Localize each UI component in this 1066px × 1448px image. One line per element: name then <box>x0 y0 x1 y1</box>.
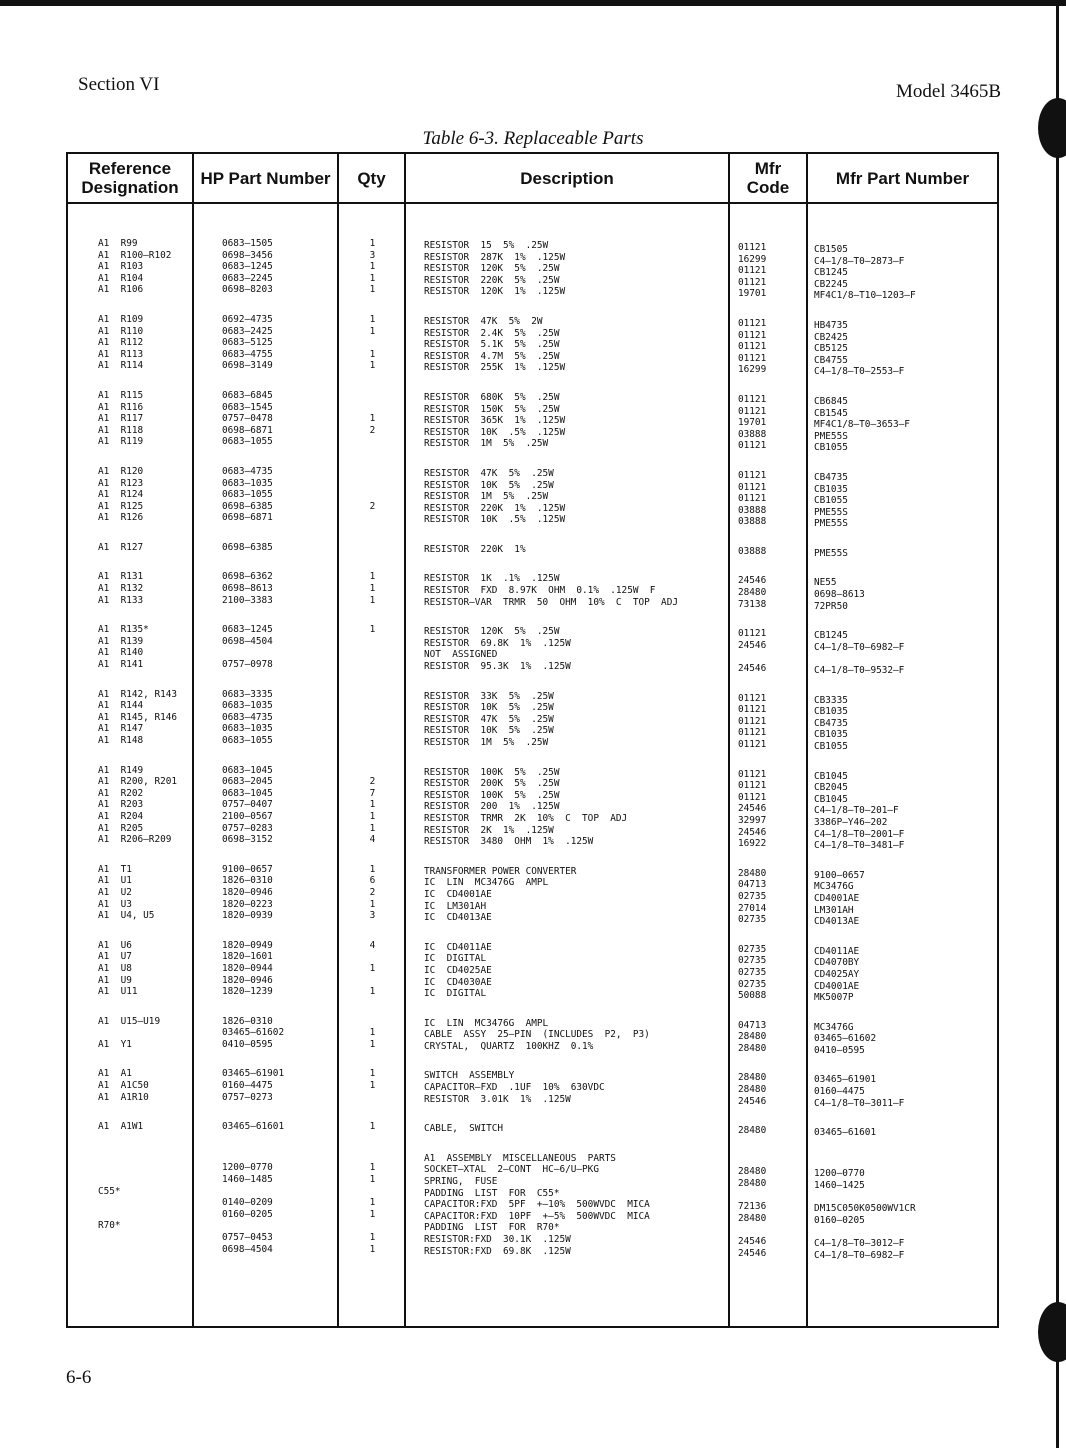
hp-part-cell: 0698–6385 <box>222 541 273 553</box>
hp-part-cell: 0683–6845 0683–1545 0757–0478 0698–6871 0683–1055 <box>222 389 273 448</box>
mfr-part-cell: CB1505 C4–1/8–T0–2873–F CB1245 CB2245 MF4C1/8–T10–1203–F <box>814 244 916 302</box>
table-row-group <box>68 765 997 852</box>
description-cell: CABLE, SWITCH <box>424 1123 504 1135</box>
hp-part-cell: 0683–4735 0683–1035 0683–1055 0698–6385 0698–6871 <box>222 465 273 524</box>
table-row-group <box>68 689 997 753</box>
ref-cell: A1 R115 A1 R116 A1 R117 A1 R118 A1 R119 <box>98 389 144 448</box>
hp-part-cell: 0683–1045 0683–2045 0683–1045 0757–0407 2100–0567 0757–0283 0698–3152 <box>222 764 273 846</box>
ref-cell: A1 R109 A1 R110 A1 R112 A1 R113 A1 R114 <box>98 313 144 372</box>
qty-cell: 1 <box>369 624 376 636</box>
model-label: Model 3465B <box>896 81 1002 102</box>
ref-cell: A1 A1W1 <box>98 1121 144 1133</box>
mfr-code-cell: 24546 28480 73138 <box>738 575 767 610</box>
description-cell: RESISTOR 220K 1% <box>424 543 526 555</box>
qty-cell: 1 <box>369 1121 376 1133</box>
qty-cell: 1 1 <box>369 1027 376 1050</box>
col-header-mfrpn: Mfr Part Number <box>835 168 970 188</box>
mfr-part-cell: CB3335 CB1035 CB4735 CB1035 CB1055 <box>814 694 848 752</box>
mfr-part-cell: 03465–61601 <box>814 1127 877 1139</box>
mfr-part-cell: CB1245 C4–1/8–T0–6982–F C4–1/8–T0–9532–F <box>814 630 905 677</box>
description-cell: RESISTOR 680K 5% .25W RESISTOR 150K 5% .25W RESISTOR 365K 1% .125W RESISTOR 10K .5% .125W RESISTOR 1M 5% .25W <box>424 391 566 450</box>
hp-part-cell: 9100–0657 1826–0310 1820–0946 1820–0223 1820–0939 <box>222 863 273 922</box>
table-caption: Table 6-3. Replaceable Parts <box>422 128 644 149</box>
description-cell: TRANSFORMER POWER CONVERTER IC LIN MC3476G AMPL IC CD4001AE IC LM301AH IC CD4013AE <box>424 865 577 924</box>
description-cell: RESISTOR 47K 5% 2W RESISTOR 2.4K 5% .25W RESISTOR 5.1K 5% .25W RESISTOR 4.7M 5% .25W RESISTOR 255K 1% .125W <box>424 315 566 374</box>
mfr-code-cell: 28480 <box>738 1125 767 1137</box>
table-row-group <box>68 390 997 454</box>
hp-part-cell: 03465–61901 0160–4475 0757–0273 <box>222 1068 285 1103</box>
table-row-group <box>68 466 997 530</box>
qty-cell: 1 1 1 1 1 1 <box>369 1162 376 1255</box>
top-border <box>0 0 1066 6</box>
mfr-code-cell: 01121 16299 01121 01121 19701 <box>738 242 767 300</box>
mfr-code-cell: 01121 01121 01121 24546 32997 24546 16922 <box>738 768 767 850</box>
ref-cell: A1 U6 A1 U7 A1 U8 A1 U9 A1 U11 <box>98 939 138 998</box>
mfr-part-cell: MC3476G 03465–61602 0410–0595 <box>814 1021 877 1056</box>
qty-cell: 2 7 1 1 1 4 <box>369 776 376 846</box>
description-cell: RESISTOR 120K 5% .25W RESISTOR 69.8K 1% .125W NOT ASSIGNED RESISTOR 95.3K 1% .125W <box>424 626 571 673</box>
ref-cell: A1 R127 <box>98 541 144 553</box>
binder-hole-bottom <box>1038 1302 1066 1362</box>
mfr-code-cell: 28480 28480 24546 <box>738 1072 767 1107</box>
qty-cell: 1 1 1 <box>369 571 376 606</box>
col-header-mfr: Mfr Code <box>746 159 790 197</box>
mfr-part-cell: NE55 0698–8613 72PR50 <box>814 577 865 612</box>
hp-part-cell: 1820–0949 1820–1601 1820–0944 1820–0946 1820–1239 <box>222 939 273 998</box>
ref-cell: A1 U15–U19 A1 Y1 <box>98 1015 161 1050</box>
hp-part-cell: 1200–0770 1460–1485 0140–0209 0160–0205 0757–0453 0698–4504 <box>222 1162 273 1255</box>
mfr-code-cell: 01121 01121 01121 01121 01121 <box>738 692 767 750</box>
mfr-code-cell: 28480 28480 72136 28480 24546 24546 <box>738 1166 767 1259</box>
table-row-group <box>68 1068 997 1109</box>
section-label: Section VI <box>78 74 160 95</box>
hp-part-cell: 1826–0310 03465–61602 0410–0595 <box>222 1015 285 1050</box>
description-cell: IC CD4011AE IC DIGITAL IC CD4025AE IC CD4030AE IC DIGITAL <box>424 941 492 1000</box>
qty-cell: 1 6 2 1 3 <box>369 863 376 922</box>
mfr-code-cell: 28480 04713 02735 27014 02735 <box>738 867 767 926</box>
mfr-part-cell: CB1045 CB2045 CB1045 C4–1/8–T0–201–F 3386P–Y46–202 C4–1/8–T0–2001–F C4–1/8–T0–3481–F <box>814 770 905 852</box>
table-row-group <box>68 1151 997 1261</box>
mfr-code-cell: 03888 <box>738 545 767 557</box>
mfr-code-cell: 01121 01121 19701 03888 01121 <box>738 393 767 452</box>
qty-cell: 1 1 <box>369 1068 376 1092</box>
ref-cell: C55* R70* <box>98 1185 121 1232</box>
qty-cell: 2 <box>369 500 376 512</box>
mfr-part-cell: CB4735 CB1035 CB1055 PME55S PME55S <box>814 471 848 530</box>
table-row-group <box>68 1121 997 1139</box>
table-row-group <box>68 542 997 560</box>
qty-cell: 4 1 1 <box>369 939 376 998</box>
qty-cell: 1 1 1 1 <box>369 313 376 372</box>
mfr-code-cell: 01121 24546 24546 <box>738 628 767 675</box>
ref-cell: A1 R99 A1 R100–R102 A1 R103 A1 R104 A1 R106 <box>98 238 172 296</box>
right-border <box>1056 0 1059 1448</box>
qty-cell: 1 3 1 1 1 <box>369 238 376 296</box>
mfr-code-cell: 01121 01121 01121 01121 16299 <box>738 317 767 376</box>
ref-cell: A1 T1 A1 U1 A1 U2 A1 U3 A1 U4, U5 <box>98 863 155 922</box>
mfr-part-cell: CD4011AE CD4070BY CD4025AY CD4001AE MK5007P <box>814 945 860 1004</box>
description-cell: RESISTOR 33K 5% .25W RESISTOR 10K 5% .25W RESISTOR 47K 5% .25W RESISTOR 10K 5% .25W RESISTOR 1M 5% .25W <box>424 690 554 748</box>
mfr-part-cell: 9100–0657 MC3476G CD4001AE LM301AH CD4013AE <box>814 869 865 928</box>
description-cell: IC LIN MC3476G AMPL CABLE ASSY 25–PIN (INCLUDES P2, P3) CRYSTAL, QUARTZ 100KHZ 0.1% <box>424 1017 650 1052</box>
description-cell: RESISTOR 15 5% .25W RESISTOR 287K 1% .125W RESISTOR 120K 5% .25W RESISTOR 220K 5% .25W RESISTOR 120K 1% .125W <box>424 240 566 298</box>
table-row-group <box>68 238 997 302</box>
table-row-group <box>68 864 997 928</box>
hp-part-cell: 03465–61601 <box>222 1121 285 1133</box>
ref-cell: A1 A1 A1 A1C50 A1 A1R10 <box>98 1068 149 1103</box>
table-row-group <box>68 571 997 612</box>
table-row-group <box>68 940 997 1004</box>
hp-part-cell: 0692–4735 0683–2425 0683–5125 0683–4755 0698–3149 <box>222 313 273 372</box>
hp-part-cell: 0698–6362 0698–8613 2100–3383 <box>222 571 273 606</box>
description-cell: SWITCH ASSEMBLY CAPACITOR–FXD .1UF 10% 630VDC RESISTOR 3.01K 1% .125W <box>424 1070 605 1105</box>
description-cell: A1 ASSEMBLY MISCELLANEOUS PARTS SOCKET–XTAL 2–CONT HC–6/U–PKG SPRING, FUSE PADDING LIST FOR C55* CAPACITOR:FXD 5PF +–10% 500WVDC MICA CAPACITOR:FXD 10PF +–5% 500WVDC MICA PADDING LIST FOR R70* RESISTOR:FXD 30.1K .125W RESISTOR:FXD 69.8K .125W <box>424 1152 650 1257</box>
description-cell: RESISTOR 1K .1% .125W RESISTOR FXD 8.97K OHM 0.1% .125W F RESISTOR–VAR TRMR 50 OHM 10% C TOP ADJ <box>424 573 678 608</box>
description-cell: RESISTOR 47K 5% .25W RESISTOR 10K 5% .25W RESISTOR 1M 5% .25W RESISTOR 220K 1% .125W RESISTOR 10K .5% .125W <box>424 467 566 526</box>
mfr-part-cell: HB4735 CB2425 CB5125 CB4755 C4–1/8–T0–2553–F <box>814 319 905 378</box>
hp-part-cell: 0683–3335 0683–1035 0683–4735 0683–1035 0683–1055 <box>222 688 273 746</box>
parts-table <box>66 152 999 1328</box>
table-row-group <box>68 1016 997 1057</box>
qty-cell <box>339 689 406 753</box>
table-row-group <box>68 314 997 378</box>
page-number: 6-6 <box>66 1367 92 1388</box>
qty-cell: 1 2 <box>369 413 376 436</box>
hp-part-cell: 0683–1505 0698–3456 0683–1245 0683–2245 0698–8203 <box>222 238 273 296</box>
mfr-code-cell: 04713 28480 28480 <box>738 1019 767 1054</box>
hp-part-cell: 0683–1245 0698–4504 0757–0978 <box>222 624 273 671</box>
table-row-group <box>68 624 997 676</box>
col-header-desc: Description <box>520 168 614 188</box>
ref-cell: A1 R149 A1 R200, R201 A1 R202 A1 R203 A1 R204 A1 R205 A1 R206–R209 <box>98 764 178 846</box>
ref-cell: A1 R131 A1 R132 A1 R133 <box>98 571 144 606</box>
ref-cell: A1 R120 A1 R123 A1 R124 A1 R125 A1 R126 <box>98 465 144 524</box>
table-body <box>68 238 997 1273</box>
mfr-part-cell: CB6845 CB1545 MF4C1/8–T0–3653–F PME55S CB1055 <box>814 395 910 454</box>
ref-cell: A1 R142, R143 A1 R144 A1 R145, R146 A1 R147 A1 R148 <box>98 688 178 746</box>
col-header-hp: HP Part Number <box>200 168 331 188</box>
ref-cell: A1 R135* A1 R139 A1 R140 A1 R141 <box>98 624 149 671</box>
mfr-part-cell: PME55S <box>814 547 848 559</box>
description-cell: RESISTOR 100K 5% .25W RESISTOR 200K 5% .25W RESISTOR 100K 5% .25W RESISTOR 200 1% .125W RESISTOR TRMR 2K 10% C TOP ADJ RESISTOR 2K 1% .125W RESISTOR 3480 OHM 1% .125W <box>424 766 628 848</box>
mfr-code-cell: 02735 02735 02735 02735 50088 <box>738 943 767 1002</box>
col-header-ref: Reference Designation <box>81 159 179 197</box>
mfr-part-cell: 03465–61901 0160–4475 C4–1/8–T0–3011–F <box>814 1074 905 1109</box>
qty-cell <box>339 542 406 560</box>
mfr-part-cell: 1200–0770 1460–1425 DM15C050K0500WV1CR 0160–0205 C4–1/8–T0–3012–F C4–1/8–T0–6982–F <box>814 1168 916 1261</box>
mfr-code-cell: 01121 01121 01121 03888 03888 <box>738 469 767 528</box>
col-header-qty: Qty <box>357 168 386 188</box>
